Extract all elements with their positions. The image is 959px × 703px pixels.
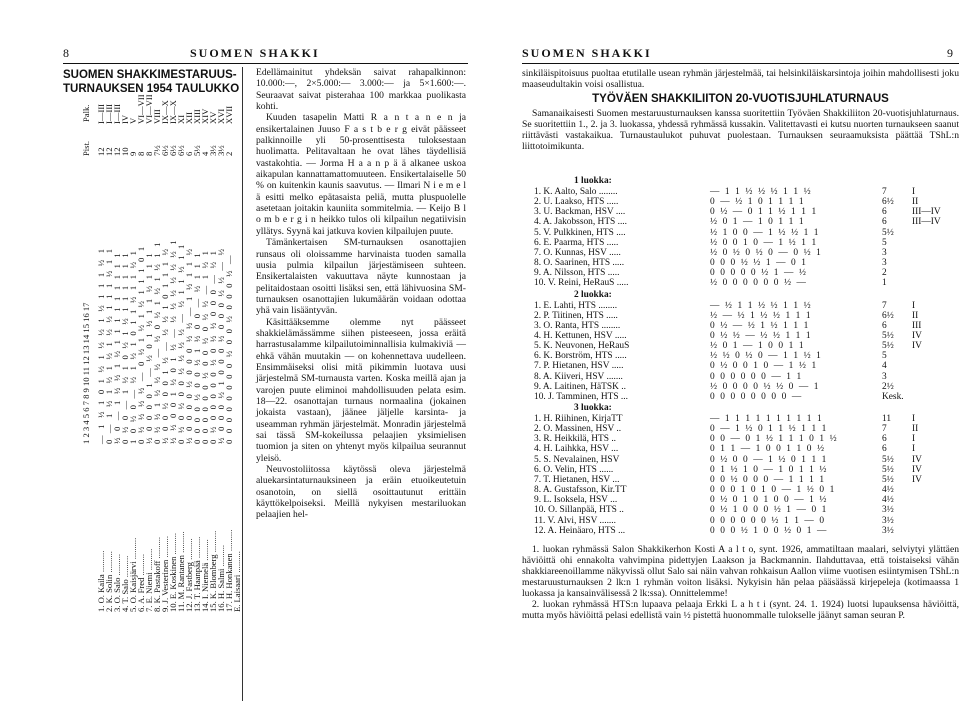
- table-title-line-2: TURNAUKSEN 1954 TAULUKKO: [63, 83, 240, 95]
- player-results: 0 0 0 1 0 1 0 — 1 ½ 0 1: [710, 485, 836, 496]
- player-name: 6. E. Paarma, HTS .....: [534, 237, 619, 248]
- player-points: 3½: [882, 505, 894, 516]
- class-table-row: [534, 392, 954, 403]
- player-name: 7. P. Hietanen, HSV .....: [534, 361, 624, 372]
- player-name: 11. V. Alvi, HSV .......: [534, 515, 616, 526]
- player-name: 8. A. Kiiveri, HSV .......: [534, 371, 623, 382]
- player-points: 5½: [882, 227, 894, 238]
- player-place: III: [912, 320, 922, 331]
- player-points: 5: [882, 351, 887, 362]
- player-results: ½ 0 0 0 0 0 0 ½ —: [710, 278, 808, 289]
- player-name: 9. A. Nilsson, HTS .....: [534, 268, 620, 279]
- table-title-line-1: SUOMEN SHAKKIMESTARUUS-: [63, 69, 237, 81]
- player-place: I: [912, 444, 916, 455]
- player-points: 5½: [882, 474, 894, 485]
- player-name: 10. O. Sillanpää, HTS ..: [534, 505, 624, 516]
- crosstable-points: 3½: [208, 145, 218, 156]
- crosstable-results: 1 0 ½ 0 — ½ 1 ½ 1 0 1 1 ½ 1 1 ½ 1: [128, 248, 138, 444]
- player-results: 0 0 0 0 0 0 ½ 1 1 — 0: [710, 515, 826, 526]
- crosstable-player-name: 7. E. Niemi ..........: [144, 548, 154, 612]
- crosstable-results: 0 0 0 0 ½ 0 0 ½ 1 ½ 0 0 — ½ 1 1 1: [192, 251, 202, 444]
- crosstable-results: ½ 0 0 ½ 0 0 1 ½ — ½ ½ 1 0 1 1 1 ½: [160, 246, 170, 444]
- player-results: 0 0 — 0 1 ½ 1 1 1 0 1 ½: [710, 434, 839, 445]
- crosstable-place: XI: [176, 114, 186, 124]
- player-name: 2. P. Tiitinen, HTS .....: [534, 310, 618, 321]
- player-points: 3½: [882, 525, 894, 536]
- summary-paragraph: 1. luokan ryhmässä Salon Shakkikerhon Kosti A a l t o, synt. 1926, ammatiltaan maalari, selviytyi ylättäen häviöittä ohi ennakolta vahvimpina pidettyjen Laakson ja Backmannin. Ilahduttavaa, että toistaiseksi vähän shakkiareenoillamme näkyvissä ollut Salo sai näin vahvan rohkaisun Aallon viime vuotisen esiintymisen TShL:n mestaruusturnauksen 2 lk:n 1 ryhmän voiton lisäksi. Nykyisin hän pelaa pääsäässä kirjepeleja (kotimaassa 1 luokassa ja kansainvälisessä 2 lk:ssa). Onnittelemme!: [522, 544, 959, 599]
- player-place: II: [912, 424, 919, 435]
- player-place: II: [912, 197, 919, 208]
- player-results: — 1 1 1 1 1 1 1 1 1 1: [710, 414, 824, 424]
- left-header-rule: [63, 63, 468, 64]
- player-points: 7: [882, 300, 887, 311]
- player-name: 2. U. Laakso, HTS .....: [534, 197, 619, 208]
- crosstable-results: ½ 0 — 1 ½ ½ 1 ½ 1 1 1 1 1 1 1 1 1: [112, 251, 122, 444]
- crosstable-player-name: 15. K. Blomberg ..........: [208, 530, 218, 612]
- player-results: 0 ½ 0 0 1 0 — 1 ½ 1: [710, 361, 818, 372]
- crosstable-results: ½ 0 0 0 ½ 1 0 0 0 ½ 0 0 0 ½ ½ — ½: [216, 246, 226, 444]
- crosstable-place: IX—X: [168, 100, 178, 124]
- player-results: 0 0 0 ½ ½ 1 — 0 1: [710, 258, 808, 269]
- crosstable-place: XV: [208, 111, 218, 124]
- player-results: 0 ½ — 0 1 1 ½ 1 1 1: [710, 207, 818, 218]
- player-points: 11: [882, 414, 892, 424]
- player-results: ½ 0 1 — 1 0 1 1 1: [710, 217, 806, 228]
- player-name: 3. R. Heikkilä, HTS ..: [534, 434, 617, 445]
- player-name: 6. O. Velin, HTS ......: [534, 464, 614, 475]
- tournament-intro: [522, 108, 959, 152]
- right-header-rule: [522, 63, 959, 64]
- player-name: 3. O. Ranta, HTS ........: [534, 320, 621, 331]
- player-place: II: [912, 310, 919, 321]
- player-points: 5½: [882, 341, 894, 352]
- crosstable-place: V: [128, 117, 138, 124]
- player-name: 9. L. Isoksela, HSV ...: [534, 495, 618, 506]
- crosstable-points: 6½: [176, 145, 186, 156]
- player-place: IV: [912, 330, 922, 341]
- player-points: 6½: [882, 310, 894, 321]
- crosstable-player-name: 1. O. Kaila ..........: [96, 550, 106, 612]
- player-name: 4. H. Kettunen, HSV .....: [534, 330, 627, 341]
- article-column: [256, 67, 466, 521]
- player-points: 7: [882, 424, 887, 435]
- crosstable-points: 8: [144, 151, 154, 156]
- player-points: 4½: [882, 495, 894, 506]
- player-name: 8. A. Gustafsson, Kir.TT: [534, 485, 627, 496]
- player-results: 0 0 0 ½ 1 0 0 ½ 0 1 —: [710, 525, 828, 536]
- player-results: ½ 0 1 — 1 0 0 1 1: [710, 341, 806, 352]
- crosstable-place-header: Palk.: [81, 104, 91, 122]
- right-page-number: 9: [947, 46, 953, 60]
- player-points: 6: [882, 217, 887, 228]
- crosstable-results: 0 — 1 ½ 1 ½ 1 ½ 1 ½ ½ 1 1 1 ½ 1 1: [104, 246, 114, 444]
- player-results: 0 0 ½ 0 0 0 — 1 1 1 1: [710, 474, 826, 485]
- crosstable-player-name: 14. I. Niemelä ..........: [200, 539, 210, 612]
- player-results: 0 0 0 0 0 ½ 1 — ½: [710, 268, 808, 279]
- crosstable: [75, 82, 241, 612]
- player-place: IV: [912, 341, 922, 352]
- player-name: 5. K. Neuvonen, HeRauS: [534, 341, 630, 352]
- left-running-head: SUOMEN SHAKKI: [190, 46, 320, 60]
- player-points: 6: [882, 444, 887, 455]
- player-place: I: [912, 187, 916, 197]
- player-points: 1: [882, 278, 887, 289]
- crosstable-points: 9: [128, 151, 138, 156]
- player-points: 6: [882, 320, 887, 331]
- player-name: 1. K. Aalto, Salo ........: [534, 187, 618, 197]
- crosstable-place: I—III: [104, 103, 114, 124]
- crosstable-results: 0 ½ 0 ½ 0 0 ½ ½ ½ ½ — ½ 1 1 ½ 1 1: [176, 242, 186, 444]
- crosstable-player-name: 2. K. Solin ..........: [104, 551, 114, 612]
- player-place: I: [912, 300, 916, 311]
- crosstable-points-header: Pist.: [81, 140, 91, 156]
- player-results: — ½ 1 1 ½ ½ 1 1 ½: [710, 300, 813, 311]
- player-results: 0 ½ — ½ 1 ½ 1 1 1: [710, 320, 810, 331]
- player-points: 6: [882, 207, 887, 218]
- class-heading: 3 luokka:: [574, 403, 612, 413]
- right-page: [522, 0, 959, 703]
- crosstable-points: 8: [136, 151, 146, 156]
- crosstable-points: 5½: [192, 145, 202, 156]
- column-divider: [242, 67, 243, 701]
- player-results: ½ 0 ½ 0 ½ 0 — 0 ½ 1: [710, 247, 823, 258]
- player-name: 10. V. Reini, HeRauS .....: [534, 278, 629, 289]
- crosstable-results: 0 0 0 0 0 0 0 0 ½ 0 0 ½ 0 0 0 ½ —: [224, 253, 234, 444]
- player-name: 5. S. Nevalainen, HSV: [534, 454, 620, 465]
- player-results: 0 1 ½ 1 0 — 1 0 1 1 ½: [710, 464, 828, 475]
- crosstable-player-name: 8. K. Pastakoff ..........: [152, 536, 162, 612]
- crosstable-place: IV: [120, 114, 130, 124]
- player-points: 3½: [882, 515, 894, 526]
- crosstable-row: [233, 82, 242, 612]
- crosstable-place: VIII: [152, 109, 162, 124]
- crosstable-player-name: 11. M. Rantanen ..........: [176, 531, 186, 612]
- player-points: 5: [882, 237, 887, 248]
- crosstable-place: XVII: [224, 105, 234, 124]
- player-name: 8. O. Saarinen, HTS .....: [534, 258, 625, 269]
- player-points: 6: [882, 434, 887, 445]
- player-results: 0 ½ ½ — ½ ½ 1 1 1: [710, 330, 813, 341]
- crosstable-results: 0 ½ 0 0 0 0 0 ½ 0 ½ ½ 0 0 0 — ½ 1: [208, 248, 218, 444]
- article-paragraph: Tämänkertaisen SM-turnauksen osanottajien runsaus oli oloissamme harvinaista tuoden samalla uusia pulmia kilpailun järjestämiseen suhteen. Ensikertalaisten vakuuttava näyte kunnostaan ja pelitaidostaan osoitti lisäksi sen, että lähivuosina SM-turnauksen osanottajien lukumäärän voidaan odottaa yhä vain lisääntyvän.: [256, 237, 466, 317]
- player-points: 3: [882, 371, 887, 382]
- player-place: III—IV: [912, 207, 941, 218]
- player-results: 0 ½ 0 0 — 1 ½ 0 1 1 1: [710, 454, 828, 465]
- player-points: 2½: [882, 381, 894, 392]
- player-name: 4. A. Jakobsson, HTS ....: [534, 217, 627, 228]
- crosstable-place: VI—VII: [144, 94, 154, 124]
- crosstable-player-name: 10. E. Koskinen ..........: [168, 532, 178, 612]
- article-paragraph: Neuvostoliitossa käytössä oleva järjestelmä aluekarsintaturnauksineen ja eräin etuoikeutetuin osanotoin, on siellä osoittautunut erittäin käyttökelpoiseksi. Meillä nykyisen mestariluokan pelaajien hel-: [256, 464, 466, 521]
- crosstable-points: 2: [224, 151, 234, 156]
- player-results: ½ ½ 0 ½ 0 — 1 1 ½ 1: [710, 351, 823, 362]
- crosstable-points: 6: [184, 151, 194, 156]
- crosstable-points: 12: [96, 147, 106, 156]
- crosstable-player-name: 4. T. Salo ..........: [120, 555, 130, 612]
- player-results: ½ 1 0 0 — 1 ½ ½ 1 1: [710, 227, 821, 238]
- crosstable-place: XIV: [200, 108, 210, 124]
- crosstable-player-name: 9. J. Vesterinen ..........: [160, 536, 170, 612]
- player-results: — 1 1 ½ ½ ½ 1 1 ½: [710, 187, 813, 197]
- crosstable-player-name: 12. J. Fastberg ..........: [184, 538, 194, 612]
- crosstable-results: 0 ½ 0 — 1 ½ 1 0 ½ 1 ½ 1 1 1 1 1 1: [120, 251, 130, 444]
- crosstable-results: — 1 ½ 1 0 1 ½ 1 ½ ½ 1 ½ 1 1 1 ½ 1: [96, 246, 106, 444]
- player-points: 5½: [882, 330, 894, 341]
- player-points: Kesk.: [882, 391, 904, 402]
- crosstable-points: 10: [120, 147, 130, 156]
- player-place: IV: [912, 464, 922, 475]
- crosstable-player-name: 17. H. Honkanen ..........: [224, 529, 234, 612]
- player-points: 4: [882, 361, 887, 372]
- player-results: 0 1 1 — 1 0 0 1 1 0 ½: [710, 444, 826, 455]
- player-results: 0 — ½ 1 0 1 1 1 1: [710, 197, 806, 208]
- crosstable-player-name: 3. O. Salo ..........: [112, 553, 122, 612]
- crosstable-results: ½ 0 0 0 0 ½ 0 0 0 ½ ½ — 1 ½ 1 1 ½: [184, 246, 194, 444]
- crosstable-place: I—III: [112, 103, 122, 124]
- crosstable-points: 7½: [152, 145, 162, 156]
- crosstable-results: 0 ½ ½ 1 ½ ½ ½ — ½ 0 ½ 1 ½ 1 ½ 1 1: [152, 240, 162, 444]
- crosstable-results: 0 ½ ½ ½ ½ — 0 ½ 1 ½ 1 ½ 1 1 1 0 1: [136, 244, 146, 444]
- crosstable-place: XIII: [192, 109, 202, 124]
- player-name: 7. T. Hietanen, HSV ...: [534, 474, 620, 485]
- player-points: 3: [882, 258, 887, 269]
- player-results: ½ 0 0 0 0 ½ ½ 0 — 1: [710, 381, 821, 392]
- class-table-row: [534, 278, 954, 289]
- left-page: [0, 0, 470, 703]
- crosstable-results: ½ 0 0 0 0 1 — ½ 0 1 ½ 1 1 ½ 1 1 1: [144, 251, 154, 444]
- player-name: 1. E. Lahti, HTS ........: [534, 300, 618, 311]
- crosstable-player-name: 13. T. Haanpää ..........: [192, 536, 202, 612]
- class-table-row: [534, 526, 954, 537]
- crosstable-place: XVI: [216, 108, 226, 124]
- player-name: 7. O. Kunnas, HSV .....: [534, 247, 621, 258]
- player-place: I: [912, 434, 916, 445]
- left-page-number: 8: [63, 46, 69, 60]
- player-place: IV: [912, 454, 922, 465]
- crosstable-points: 3½: [216, 145, 226, 156]
- article-paragraph: Kuuden tasapelin Matti R a n t a n e n ja ensikertalainen Juuso F a s t b e r g eivät päässeet palkinnoille yli 50-prosenttisesta tuloksestaan huolimatta. Pelitavaltaan he ovat lähes täydellisiä vastakohtia. — Jorma H a a n p ä ä alkanee uskoa aikapulan kannattamattomuuteen. Ensikertalaiselle 50 % on kuitenkin kaunis saavutus. — Ilmari N i e m e l ä esitti melko epätasaista peliä, mutta pluspuolelle asetetaan joitakin kauniita sommitelmia. — Keijo B l o m b e r g i n heikko tulos oli kilpailun negatiivisin yllätys. Syynä kai jatkuva kovien kilpailujen puute.: [256, 112, 466, 237]
- player-name: 4. H. Laihkka, HSV ...: [534, 444, 619, 455]
- right-running-head: SUOMEN SHAKKI: [522, 46, 652, 60]
- player-place: IV: [912, 474, 922, 485]
- player-points: 7: [882, 187, 887, 197]
- crosstable-points: 12: [112, 147, 122, 156]
- crosstable-results: 0 0 0 0 0 0 ½ 0 0 ½ 0 ½ ½ — 1 ½ 1: [200, 248, 210, 444]
- crosstable-player-name: E. Laisaari ..........: [232, 551, 242, 612]
- crosstable-results: ½ ½ 0 0 1 ½ 0 1 ½ — ½ ½ ½ ½ ½ ½ 1: [168, 238, 178, 444]
- player-name: 1. H. Riihinen, KirjaTT: [534, 414, 623, 424]
- crosstable-round-numbers: 1 2 3 4 5 6 7 8 9 10 11 12 13 14 15 16 17: [81, 302, 91, 444]
- crosstable-place: XII: [184, 112, 194, 124]
- player-points: 4½: [882, 485, 894, 496]
- crosstable-points: 12: [104, 147, 114, 156]
- summary-paragraph: 2. luokan ryhmässä HTS:n lupaava pelaaja Erkki L a h t i (synt. 24. 1. 1924) luotsi lupauksensa häviöittä, mutta myös häviöittä pelasi edellistä vain ½ pistettä huonommalle tulokselle jäänyt saman seuran P.: [522, 599, 959, 621]
- player-place: III—IV: [912, 217, 941, 228]
- player-name: 6. K. Borström, HTS .....: [534, 351, 627, 362]
- player-results: 0 ½ 0 1 0 1 0 0 — 1 ½: [710, 495, 828, 506]
- player-points: 5½: [882, 464, 894, 475]
- tournament-summary: [522, 544, 959, 621]
- crosstable-place: VI—VII: [136, 94, 146, 124]
- article-paragraph: Edellämainitut yhdeksän saivat rahapalkinnon: 10.000:—, 2×5.000:— 3.000:— ja 5×1.600:—. Seuraavat saivat pisterahaa 100 markkaa puolikasta kohti.: [256, 67, 466, 113]
- player-place: I: [912, 414, 916, 424]
- player-results: ½ 0 0 1 0 — 1 ½ 1 1: [710, 237, 818, 248]
- class-tables: [534, 176, 954, 544]
- player-name: 10. J. Tamminen, HTS ...: [534, 391, 628, 402]
- player-points: 3: [882, 247, 887, 258]
- player-results: 0 — 1 ½ 0 1 1 ½ 1 1 1: [710, 424, 828, 435]
- crosstable-player-name: 16. H. Salmi ..........: [216, 544, 226, 612]
- continued-text: sinkiläispitoisuus puoltaa etutilalle usean ryhmän järjestelmää, tai helsinkiläiskarsintoja joihin mahdollisesti joku maaseudultakin voisi osallistua.: [522, 68, 959, 91]
- player-name: 9. A. Laitinen, HäTSK ..: [534, 381, 626, 392]
- crosstable-player-name: 6. A. Fred ..........: [136, 553, 146, 612]
- player-points: 5½: [882, 454, 894, 465]
- player-name: 3. U. Backman, HSV ....: [534, 207, 626, 218]
- article-paragraph: Käsittääksemme olemme nyt päässeet shakkielämässämme siihen pisteeseen, jossa eräitä harrastusalamme kilpailutoiminnallisia kulmakiviä — ehkä vähän muutakin — on kohennettava uudelleen. Ensimmäiseksi olisi mitä pikimmin luotava uusi järjestelmä SM-turnausta varten. Koska meillä ajan ja varojen puute eliminoi mahdollisuuden pelata esim. 18—22. osanottajan turnaus normaalina (jokainen jokaista vastaan), jäänee jäljelle karsinta- ja useamman ryhmän järjestelmät. Monradin järjestelmä sai tässä SM-kokeilussa pelaajien yksimielisen tuomion ja siten on yhtenyt myös kilpailua seurannut yleisö.: [256, 316, 466, 464]
- intro-paragraph: Samanaikaisesti Suomen mestaruusturnauksen kanssa suoritettiin Työväen Shakkiliiton 20-vuotisjuhlaturnaus. Se suoritettiin 1., 2. ja 3. luokassa, yhdessä ryhmässä kussakin. Valitettavasti ei kutsu nuorten turnaukseen saanut riittävästi vastakaikua. Turnaustaulukot puhuvat puolestaan. Turnauksen seuraamuksista päättää TShL:n liittotoimikunta.: [522, 108, 959, 152]
- player-name: 2. O. Massinen, HSV ..: [534, 424, 622, 435]
- player-results: ½ — ½ 1 ½ ½ 1 1 1: [710, 310, 813, 321]
- player-name: 5. V. Pulkkinen, HTS ....: [534, 227, 626, 238]
- player-results: 0 ½ 1 0 0 0 ½ 1 — 0 1: [710, 505, 828, 516]
- class-heading: 1 luokka:: [574, 176, 612, 186]
- crosstable-points: 4: [200, 151, 210, 156]
- crosstable-player-name: 5. O. Kaisjärvi ..........: [128, 537, 138, 612]
- class-heading: 2 luokka:: [574, 289, 612, 300]
- tournament-title: TYÖVÄEN SHAKKILIITON 20-VUOTISJUHLATURNAUS: [592, 93, 889, 105]
- crosstable-points: 6½: [168, 145, 178, 156]
- crosstable-points: 6½: [160, 145, 170, 156]
- player-points: 6½: [882, 197, 894, 208]
- crosstable-place: IX—X: [160, 100, 170, 124]
- player-results: 0 0 0 0 0 0 — 1 1: [710, 371, 803, 382]
- crosstable-place: I—III: [96, 103, 106, 124]
- player-results: 0 0 0 0 0 0 0 0 —: [710, 391, 803, 402]
- player-points: 2: [882, 268, 887, 279]
- player-name: 12. A. Heinäaro, HTS ...: [534, 525, 626, 536]
